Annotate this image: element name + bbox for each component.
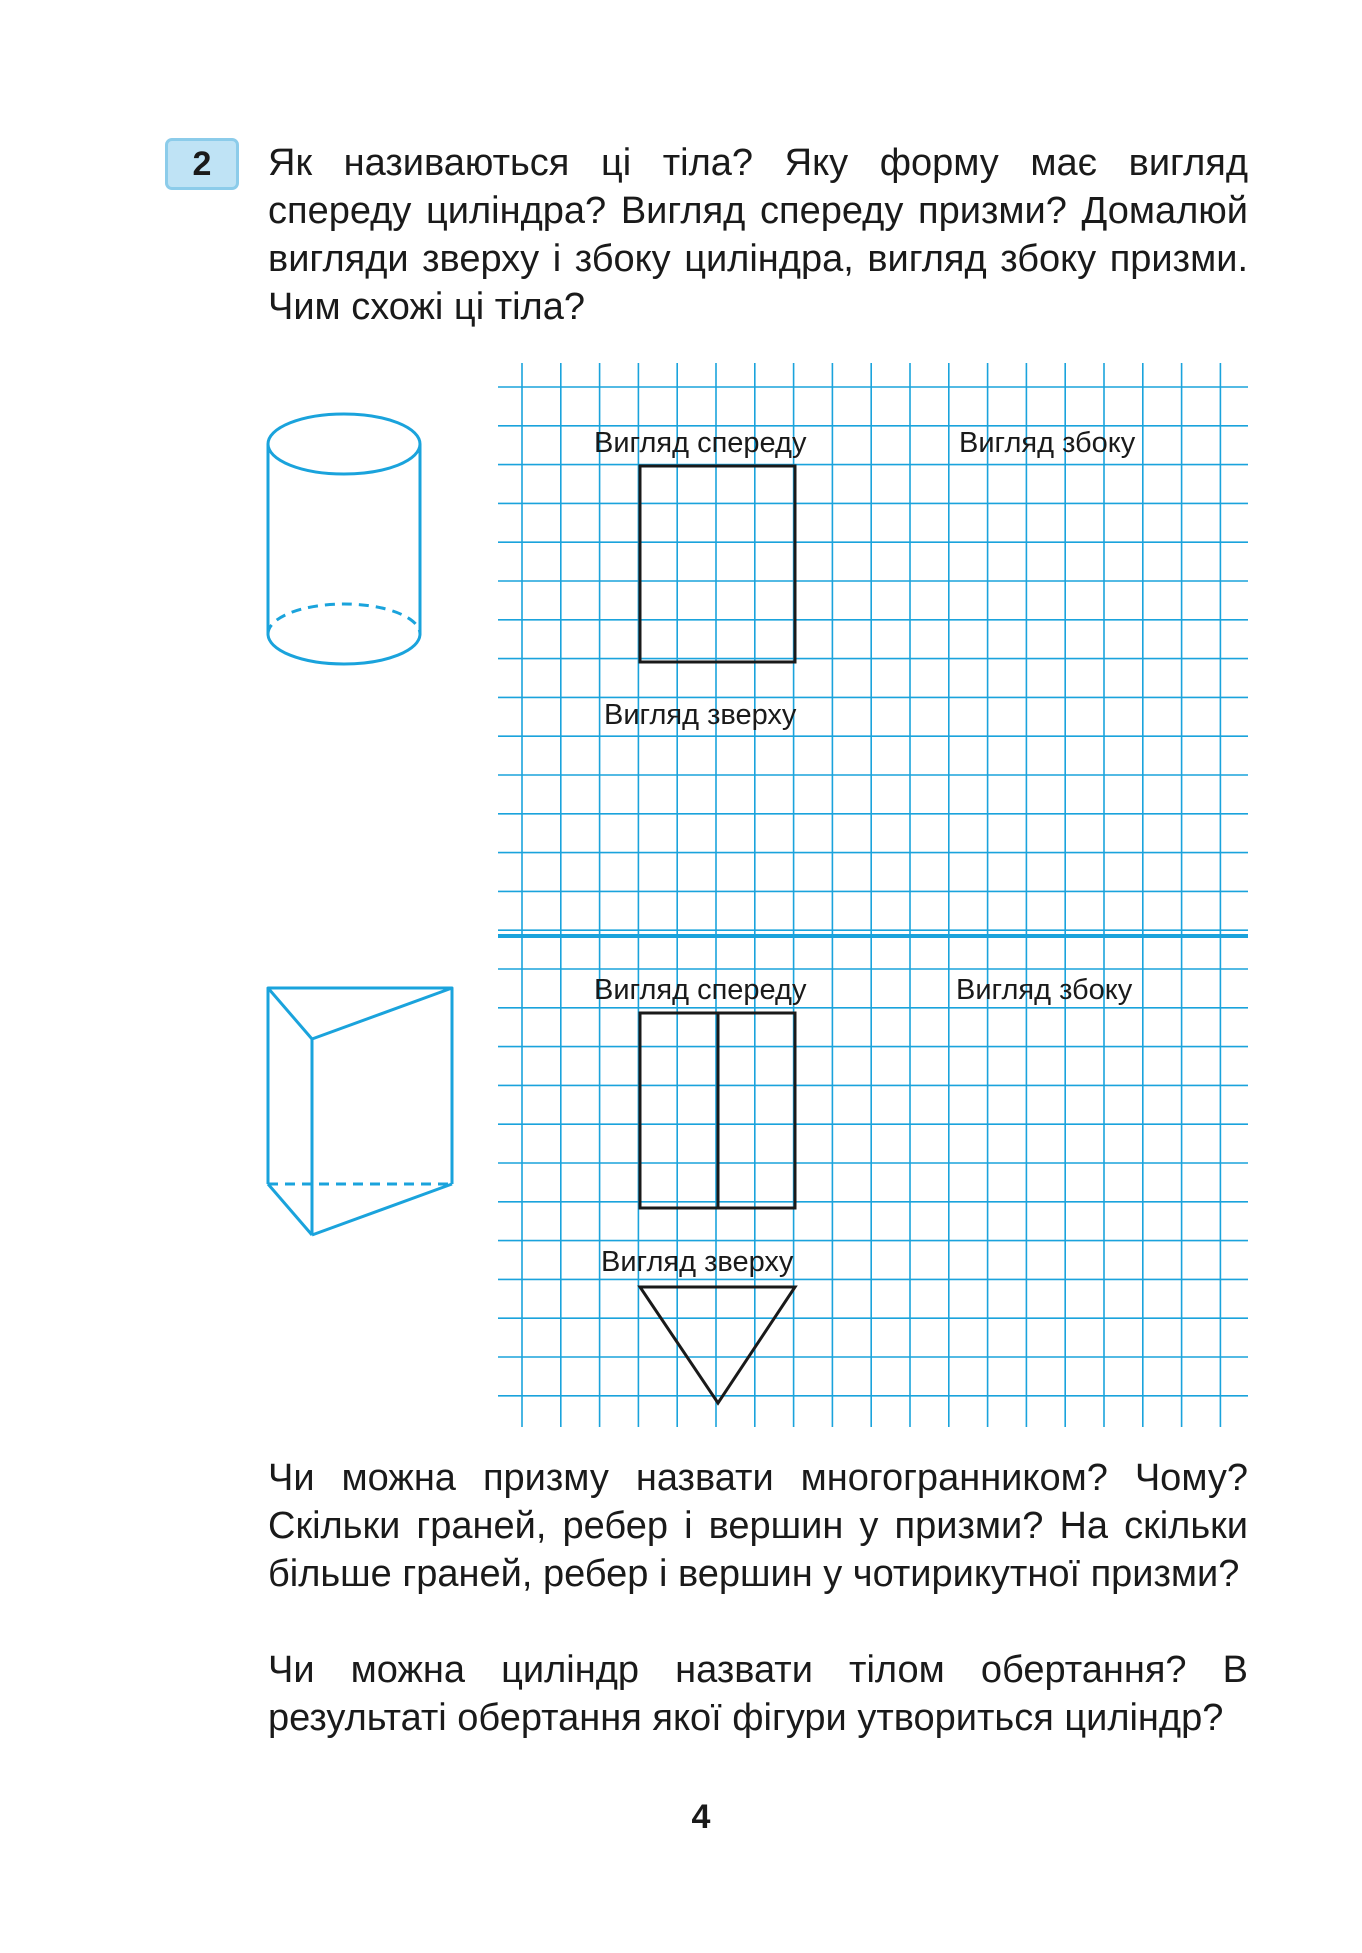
- drawing-grid: [498, 363, 1248, 1427]
- prism-top-label: Вигляд зверху: [601, 1246, 794, 1278]
- question-cylinder: Чи можна циліндр назвати тілом обертання? В результаті обертання якої фігури утвориться циліндр?: [268, 1649, 1248, 1739]
- prism-side-label: Вигляд збоку: [956, 974, 1133, 1006]
- question-prism: Чи можна призму назвати многогранником? Чому? Скільки граней, ребер і вершин у призми? На скільки більше граней, ребер і вершин у чотирикутної призми?: [268, 1457, 1248, 1595]
- cylinder-top-label: Вигляд зверху: [604, 699, 797, 731]
- cylinder-front-view-rect: [640, 466, 795, 662]
- cylinder-side-label: Вигляд збоку: [959, 427, 1136, 459]
- task-number-badge: [165, 138, 239, 190]
- task-text: Як називаються ці тіла? Яку форму має вигляд спереду циліндра? Вигляд спереду призми? Домалюй вигляди зверху і збоку циліндра, вигляд збоку призми. Чим схожі ці тіла?: [268, 142, 1248, 328]
- cylinder-front-label: Вигляд спереду: [594, 427, 807, 459]
- prism-front-label: Вигляд спереду: [594, 974, 807, 1006]
- task-number: 2: [192, 144, 212, 183]
- page-number: 4: [691, 1798, 711, 1836]
- prism-top-view-triangle: [640, 1287, 795, 1403]
